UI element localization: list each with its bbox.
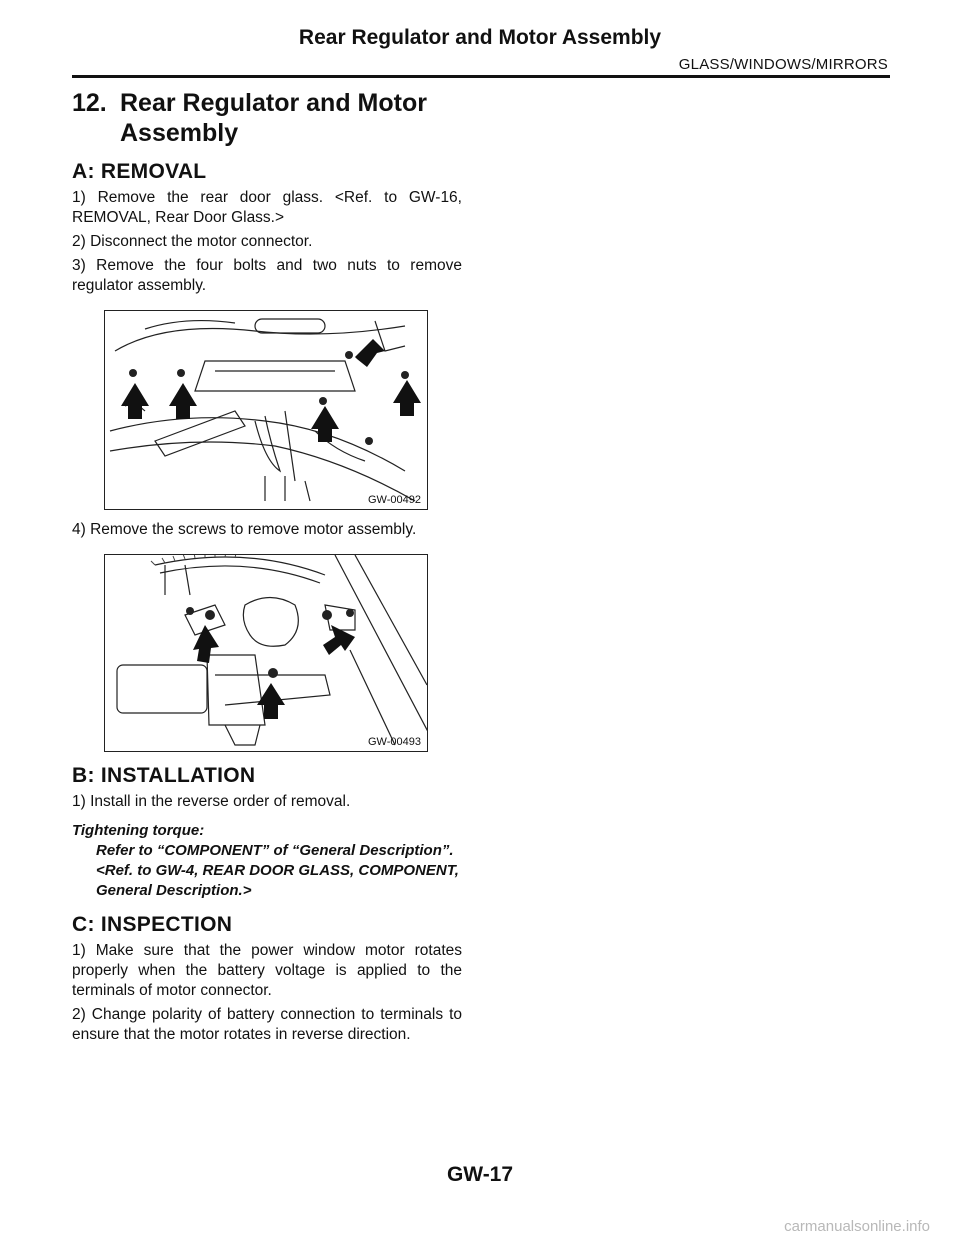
figure-regulator-bolts — [104, 310, 428, 510]
watermark: carmanualsonline.info — [784, 1218, 930, 1235]
inspection-step-2: 2) Change polarity of battery connection to terminals to ensure that the motor rotates in reverse direction. — [72, 1006, 462, 1043]
page-header-section: GLASS/WINDOWS/MIRRORS — [678, 56, 888, 73]
figure-id-2: GW-00493 — [368, 736, 421, 748]
section-title — [72, 88, 462, 148]
main-column — [72, 88, 462, 1049]
removal-step-4: 4) Remove the screws to remove motor assembly. — [72, 521, 417, 538]
inspection-step-1: 1) Make sure that the power window motor rotates properly when the battery voltage is applied to the terminals of motor connector. — [72, 942, 462, 999]
header-divider — [72, 75, 890, 78]
torque-label: Tightening torque: — [72, 822, 205, 839]
inspection-heading: C: INSPECTION — [72, 913, 233, 936]
installation-heading: B: INSTALLATION — [72, 764, 256, 787]
section-title-text: Rear Regulator and Motor Assembly — [120, 89, 427, 147]
motor-illustration — [105, 555, 427, 751]
removal-step-1: 1) Remove the rear door glass. <Ref. to GW-16, REMOVAL, Rear Door Glass.> — [72, 189, 462, 226]
regulator-illustration — [105, 311, 427, 509]
torque-text: Refer to “COMPONENT” of “General Description”. <Ref. to GW-4, REAR DOOR GLASS, COMPONENT, General Description.> — [96, 842, 459, 899]
removal-step-3: 3) Remove the four bolts and two nuts to remove regulator assembly. — [72, 257, 462, 294]
page-number: GW-17 — [446, 1163, 514, 1186]
page-header-title: Rear Regulator and Motor Assembly — [298, 26, 662, 49]
removal-step-2: 2) Disconnect the motor connector. — [72, 233, 313, 250]
installation-step-1: 1) Install in the reverse order of removal. — [72, 793, 351, 810]
figure-id-1: GW-00492 — [368, 494, 421, 506]
figure-motor-screws — [104, 554, 428, 752]
section-number: 12. — [72, 89, 107, 117]
removal-heading: A: REMOVAL — [72, 160, 207, 183]
